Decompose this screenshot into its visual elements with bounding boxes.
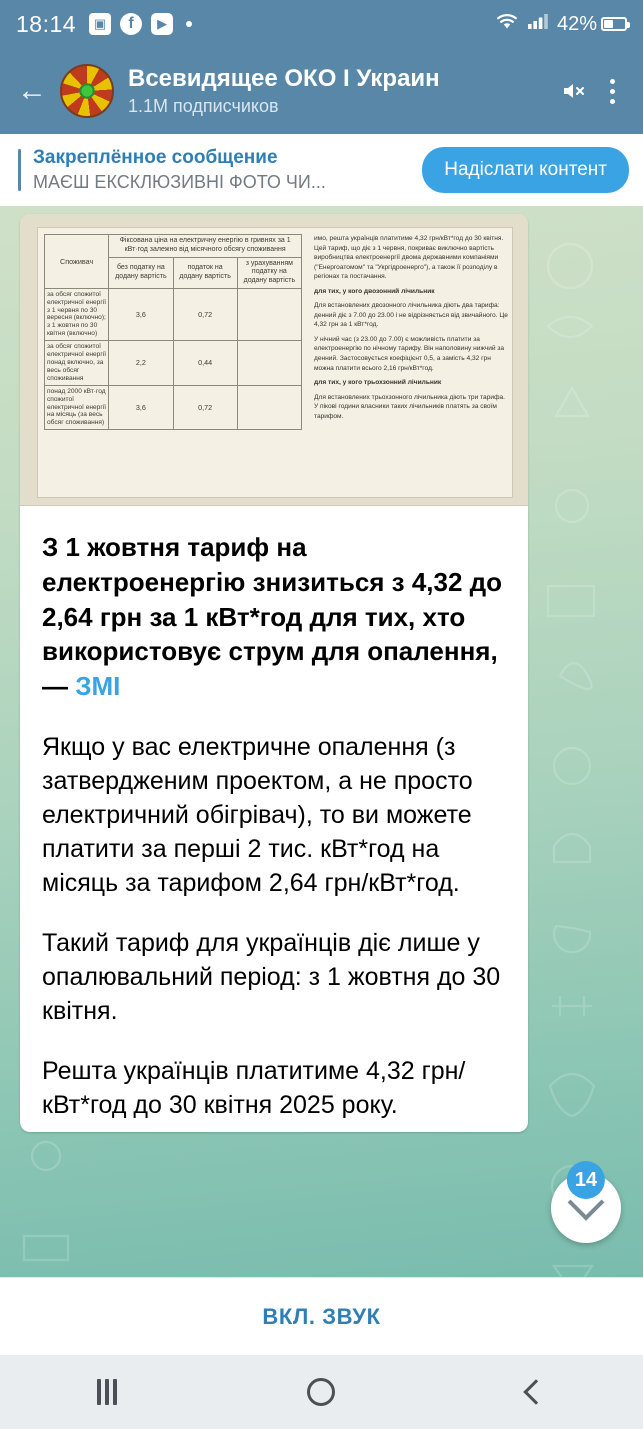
table-header-consumer: Споживач [45,235,109,289]
unmute-bar[interactable] [0,1277,643,1355]
table-row-label: за обсяг спожитої електричної енергії понад включно, за весь обсяг споживання [45,341,109,386]
table-cell-value [237,341,301,386]
channel-info[interactable] [128,65,557,118]
home-icon [307,1378,335,1406]
message-list[interactable] [0,206,643,1277]
header-actions [557,69,629,113]
table-row-label: понад 2000 кВт·год спожитої електричної енергії на місяць (за весь обсяг споживання) [45,385,109,430]
table-cell-value: 0,72 [173,288,237,340]
message-lead-text: З 1 жовтня тариф на електроенергію знизиться з 4,32 до 2,64 грн за 1 кВт*год для тих, хто використовує струм для опалення, — [42,532,503,702]
table-header-group: Фіксована ціна на електричну енергію в гривнях за 1 кВт·год залежно від місячного обсягу споживання [109,235,302,258]
doc-paragraph: имо, решта українців платитиме 4,32 грн/кВт*год до 30 квітня. Цей тариф, що діє з 1 червня, покриває виключно вартість виробництва електроенергії двома державними компаніями ("Енергоатомом" та "Укргідроенерго"), а також її розподілу в регіонах та постачання. [314,235,504,281]
cellular-signal-icon [527,12,549,36]
table-row [45,288,302,340]
message-paragraph: Якщо у вас електричне опалення (з затвердженим проектом, а не просто електричний обігрівач), то ви можете платити за перші 2 тис. кВт*год на місяць за тарифом 2,64 грн/кВт*год. [42,733,473,898]
unmute-label: ВКЛ. ЗВУК [262,1303,381,1329]
pinned-accent-line [18,149,21,191]
doc-paragraph: У нічний час (з 23.00 до 7.00) є можливість платити за електроенергію по нічному тарифу. Він наполовину нижчий за денний. Застосовується коефіцієнт 0,5, а замість 4,32 грн можна платити всього 2,16 грн/кВт*год. [314,335,505,372]
status-clock: 18:14 [16,10,77,37]
unread-count-badge: 14 [567,1161,605,1199]
channel-subscribers: 1.1M подписчиков [128,96,279,117]
table-cell-value [237,385,301,430]
wifi-icon [495,12,519,36]
back-button[interactable] [481,1355,591,1429]
system-navigation-bar [0,1355,643,1429]
gallery-icon: ▣ [89,13,111,35]
status-system-icons [495,12,627,36]
pinned-text [33,147,326,194]
dot-indicator-icon [186,21,192,27]
table-cell-value [237,288,301,340]
doc-paragraph: Для встановлених трьохзонного лічильника діють три тарифа. У пікові години власники таких лічильників платять за своїм тарифом. [314,393,506,420]
battery-icon [601,17,627,31]
message-source-link[interactable]: ЗМІ [75,671,121,702]
home-button[interactable] [266,1355,376,1429]
status-bar [0,0,643,48]
scroll-to-bottom-button[interactable] [551,1168,621,1243]
tariff-table [44,234,302,427]
message-bubble[interactable] [20,214,528,1132]
message-paragraph: Такий тариф для українців діє лише у опалювальний період: з 1 жовтня до 30 квітня. [42,929,501,1026]
chat-header [0,48,643,134]
muted-speaker-icon[interactable] [557,71,591,111]
doc-subheading: для тих, у кого трьохзонний лічильник [314,379,442,387]
status-notification-icons [89,13,192,35]
table-subheader-0: без податку на додану вартість [109,257,173,288]
table-cell-value: 3,6 [109,288,173,340]
recent-apps-icon [97,1379,117,1405]
table-subheader-1: податок на додану вартість [173,257,237,288]
battery-percent-label: 42% [556,12,597,35]
overflow-menu-icon[interactable] [595,69,629,113]
pinned-title: Закреплённое сообщение [33,146,278,168]
back-arrow-icon[interactable]: ← [17,74,47,107]
table-cell-value: 3,6 [109,385,173,430]
recent-apps-button[interactable] [52,1355,162,1429]
message-text [20,506,528,1132]
table-row-label: за обсяг спожитої електричної енергії з 1 червня по 30 вересня (включно); з 1 жовтня по 30 квітня (включно) [45,288,109,340]
table-cell-value: 0,72 [173,385,237,430]
table-subheader-2: з урахуванням податку на додану вартість [237,257,301,288]
document-right-column [314,234,508,493]
channel-avatar[interactable] [60,64,114,118]
channel-title: Всевидящее ОКО I Украин [128,64,440,92]
back-icon [523,1379,548,1404]
play-store-icon: ▶ [151,13,173,35]
battery-indicator [557,13,627,36]
table-row [45,385,302,430]
send-content-button[interactable]: Надіслати контент [422,147,629,193]
pinned-preview: МАЄШ ЕКСКЛЮЗИВНІ ФОТО ЧИ... [33,172,326,193]
doc-subheading: для тих, у кого двозонний лічильник [314,287,435,295]
message-photo-document[interactable] [20,214,528,506]
table-cell-value: 0,44 [173,341,237,386]
message-lead-paragraph [42,530,506,704]
pinned-message-bar[interactable] [0,134,643,206]
message-paragraph: Решта українців платитиме 4,32 грн/кВт*год до 30 квітня 2025 року. [42,1057,466,1120]
table-row [45,341,302,386]
facebook-icon: f [120,13,142,35]
table-cell-value: 2,2 [109,341,173,386]
doc-paragraph: Для встановлених двозонного лічильника діють два тарифа: денний діє з 7.00 до 23.00 і не відрізняється від звичайного. Це 4,32 грн за 1 кВт*год. [314,302,508,329]
